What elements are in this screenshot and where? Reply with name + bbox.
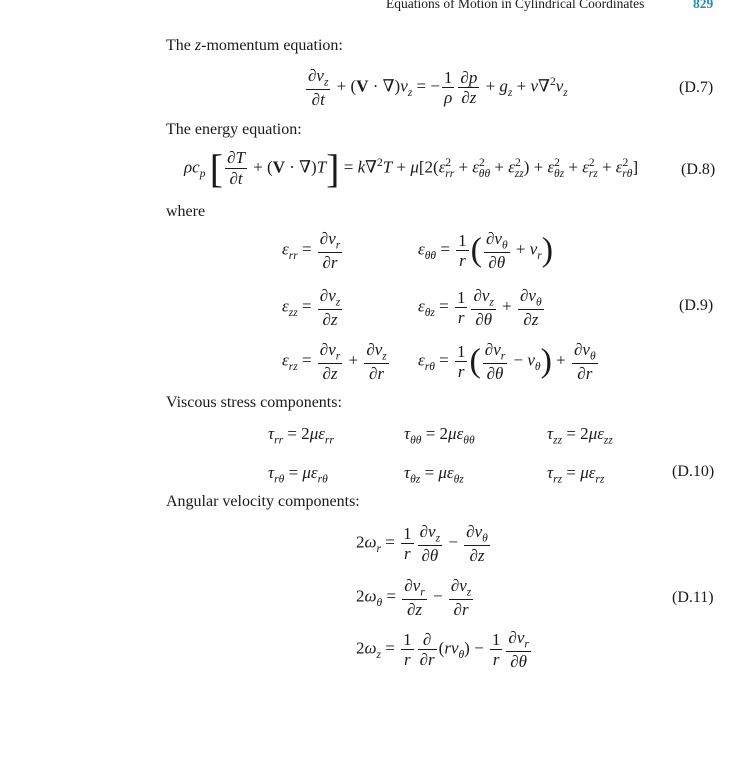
stress-thetatheta: $\tau_{\theta\theta} = 2\mu\varepsilon_{\theta\theta}$	[404, 424, 475, 447]
equation-number-d10: (D.10)	[672, 463, 715, 480]
equation-number-d7: (D.7)	[679, 79, 714, 96]
stress-rz: $\tau_{rz} = \mu\varepsilon_{rz}$	[547, 463, 605, 486]
z-momentum-heading: The z-momentum equation:	[166, 37, 343, 54]
strain-thetaz: $\varepsilon_{\theta z}$ = $\frac{1}{r}$ $\frac{\partial v_z}{\partial\theta}$ + $\frac{\partial v_\theta}{\partial z}$	[418, 286, 542, 329]
running-header: Equations of Motion in Cylindrical Coordinates	[386, 0, 645, 11]
strain-thetatheta: $\varepsilon_{\theta\theta}$ = $\frac{1}{r}$ ( $\frac{\partial v_\theta}{\partial\theta}$ + $v_r$)	[418, 229, 554, 272]
angular-heading: Angular velocity components:	[166, 493, 360, 510]
stress-zz: $\tau_{zz} = 2\mu\varepsilon_{zz}$	[547, 424, 613, 447]
page-number: 829	[693, 0, 714, 11]
stress-rr: $\tau_{rr} = 2\mu\varepsilon_{rr}$	[268, 424, 334, 447]
strain-rtheta: $\varepsilon_{r\theta}$ = $\frac{1}{r}$ ( $\frac{\partial v_r}{\partial\theta}$ − $v_\theta$) + $\frac{\partial v_\theta}{\partial r}$	[418, 340, 596, 383]
strain-zz: $\varepsilon_{zz}$ = $\frac{\partial v_z}{\partial z}$	[282, 286, 341, 329]
strain-rr: $\varepsilon_{rr}$ = $\frac{\partial v_r}{\partial r}$	[282, 229, 341, 272]
equation-number-d11: (D.11)	[672, 589, 714, 606]
equation-number-d9: (D.9)	[679, 297, 714, 314]
stress-rtheta: $\tau_{r\theta} = \mu\varepsilon_{r\theta}$	[268, 463, 328, 486]
strain-rz: $\varepsilon_{rz}$ = $\frac{\partial v_r}{\partial z}$ + $\frac{\partial v_z}{\partial r}$	[282, 340, 387, 383]
equation-d7: $\frac{\partial v_z}{\partial t}$ + $(V \cdot \nabla)v_z$ = − $\frac{1}{\rho}$ $\frac{\partial p}{\partial z}$ + $g_z + \nu\nabla^2v_z$	[308, 66, 568, 109]
equation-number-d8: (D.8)	[681, 161, 716, 178]
energy-heading: The energy equation:	[166, 121, 302, 138]
viscous-heading: Viscous stress components:	[166, 394, 342, 411]
vorticity-z: $2\omega_z$ = $\frac{1}{r}$ $\frac{\partial}{\partial r}$ $(rv_\theta)$ − $\frac{1}{r}$ $\frac{\partial v_r}{\partial\theta}$	[356, 628, 529, 671]
vorticity-r: $2\omega_r$ = $\frac{1}{r}$ $\frac{\partial v_z}{\partial\theta}$ − $\frac{\partial v_\theta}{\partial z}$	[356, 522, 488, 565]
equation-d8: $\rho c_p$ [ $\frac{\partial T}{\partial t}$ + $(V \cdot \nabla)T] = k\nabla^2T + \mu[2(\varepsilon^2_{rr} + \varepsilon^2_{\theta\theta} + \varepsilon^2_{zz}) + \varepsilon^2_{\theta z} + \varepsilon^2_{rz} + \varepsilon^2_{r\theta}]$	[184, 146, 639, 191]
stress-thetaz: $\tau_{\theta z} = \mu\varepsilon_{\theta z}$	[404, 463, 464, 486]
where-label: where	[166, 203, 206, 220]
vorticity-theta: $2\omega_\theta$ = $\frac{\partial v_r}{\partial z}$ − $\frac{\partial v_z}{\partial r}$	[356, 576, 472, 619]
